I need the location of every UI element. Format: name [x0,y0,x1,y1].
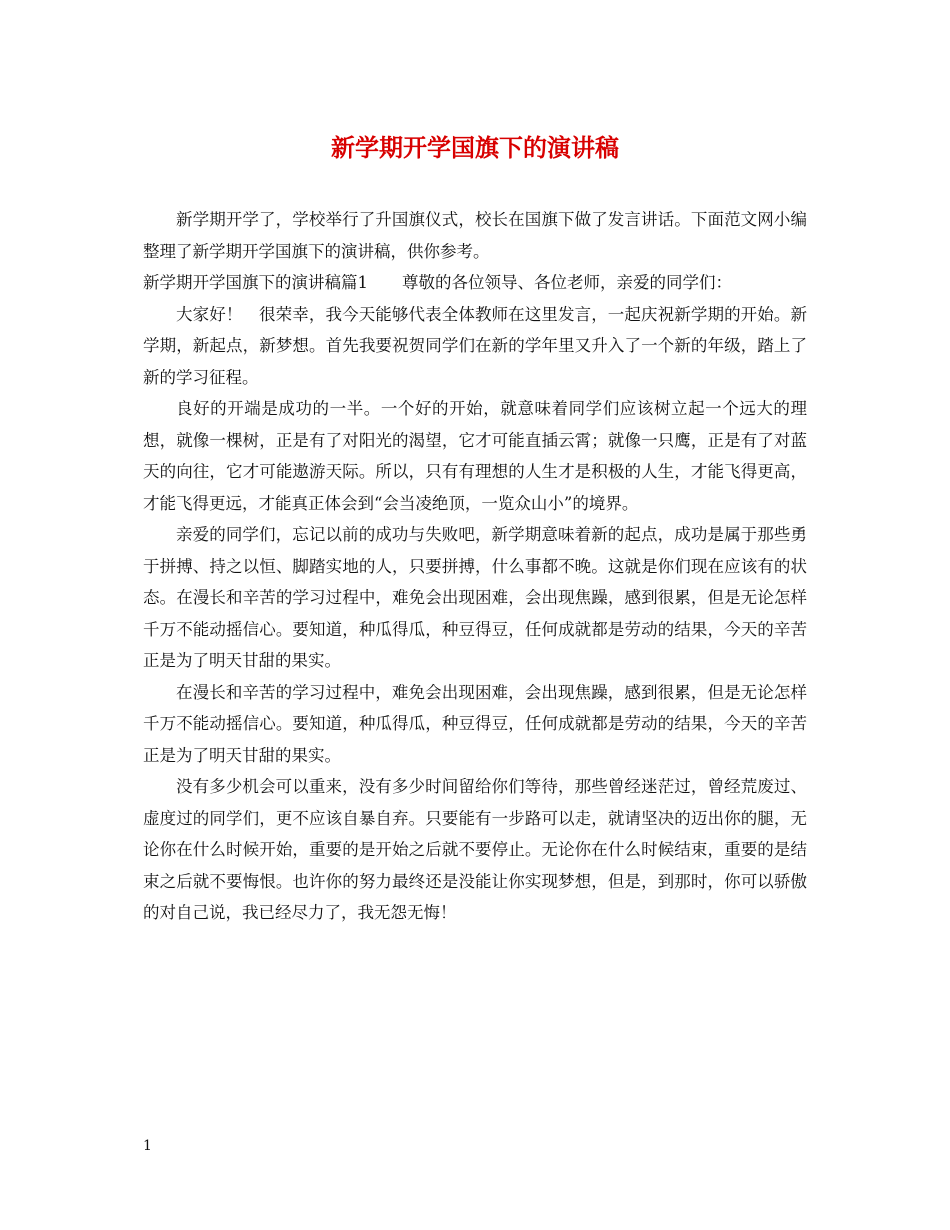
section-heading: 新学期开学国旗下的演讲稿篇1 [143,273,368,292]
body-paragraph-3: 亲爱的同学们，忘记以前的成功与失败吧，新学期意味着新的起点，成功是属于那些勇于拼搏、持之以恒、脚踏实地的人，只要拼搏，什么事都不晚。这就是你们现在应该有的状态。在漫长和辛苦的学习过程中，难免会出现困难，会出现焦躁，感到很累，但是无论怎样千万不能动摇信心。要知道，种瓜得瓜，种豆得豆，任何成就都是劳动的结果，今天的辛苦正是为了明天甘甜的果实。 [143,525,807,670]
section-heading-line [143,267,807,299]
intro-paragraph: 新学期开学了，学校举行了升国旗仪式，校长在国旗下做了发言讲话。下面范文网小编整理了新学期开学国旗下的演讲稿，供你参考。 [143,210,807,261]
body-paragraph-4: 在漫长和辛苦的学习过程中，难免会出现困难，会出现焦躁，感到很累，但是无论怎样千万不能动摇信心。要知道，种瓜得瓜，种豆得豆，任何成就都是劳动的结果，今天的辛苦正是为了明天甘甜的果实。 [143,682,807,765]
page-number: 1 [143,1138,152,1154]
body-paragraph-5: 没有多少机会可以重来，没有多少时间留给你们等待，那些曾经迷茫过，曾经荒废过、虚度过的同学们，更不应该自暴自弃。只要能有一步路可以走，就请坚决的迈出你的腿，无论你在什么时候开始，重要的是开始之后就不要停止。无论你在什么时候结束，重要的是结束之后就不要悔恨。也许你的努力最终还是没能让你实现梦想，但是，到那时，你可以骄傲的对自己说，我已经尽力了，我无怨无悔！ [143,777,807,922]
body-paragraph-1: 大家好！ 很荣幸，我今天能够代表全体教师在这里发言，一起庆祝新学期的开始。新学期，新起点，新梦想。首先我要祝贺同学们在新的学年里又升入了一个新的年级，踏上了新的学习征程。 [143,304,807,387]
document-title: 新学期开学国旗下的演讲稿 [331,133,619,162]
document-body [143,204,807,929]
body-paragraph-2: 良好的开端是成功的一半。一个好的开始，就意味着同学们应该树立起一个远大的理想，就像一棵树，正是有了对阳光的渴望，它才可能直插云霄；就像一只鹰，正是有了对蓝天的向往，它才可能遨游天际。所以，只有有理想的人生才是积极的人生，才能飞得更高，才能飞得更远，才能真正体会到“会当凌绝顶，一览众山小”的境界。 [143,399,807,513]
salutation: 尊敬的各位领导、各位老师，亲爱的同学们： [402,273,732,292]
